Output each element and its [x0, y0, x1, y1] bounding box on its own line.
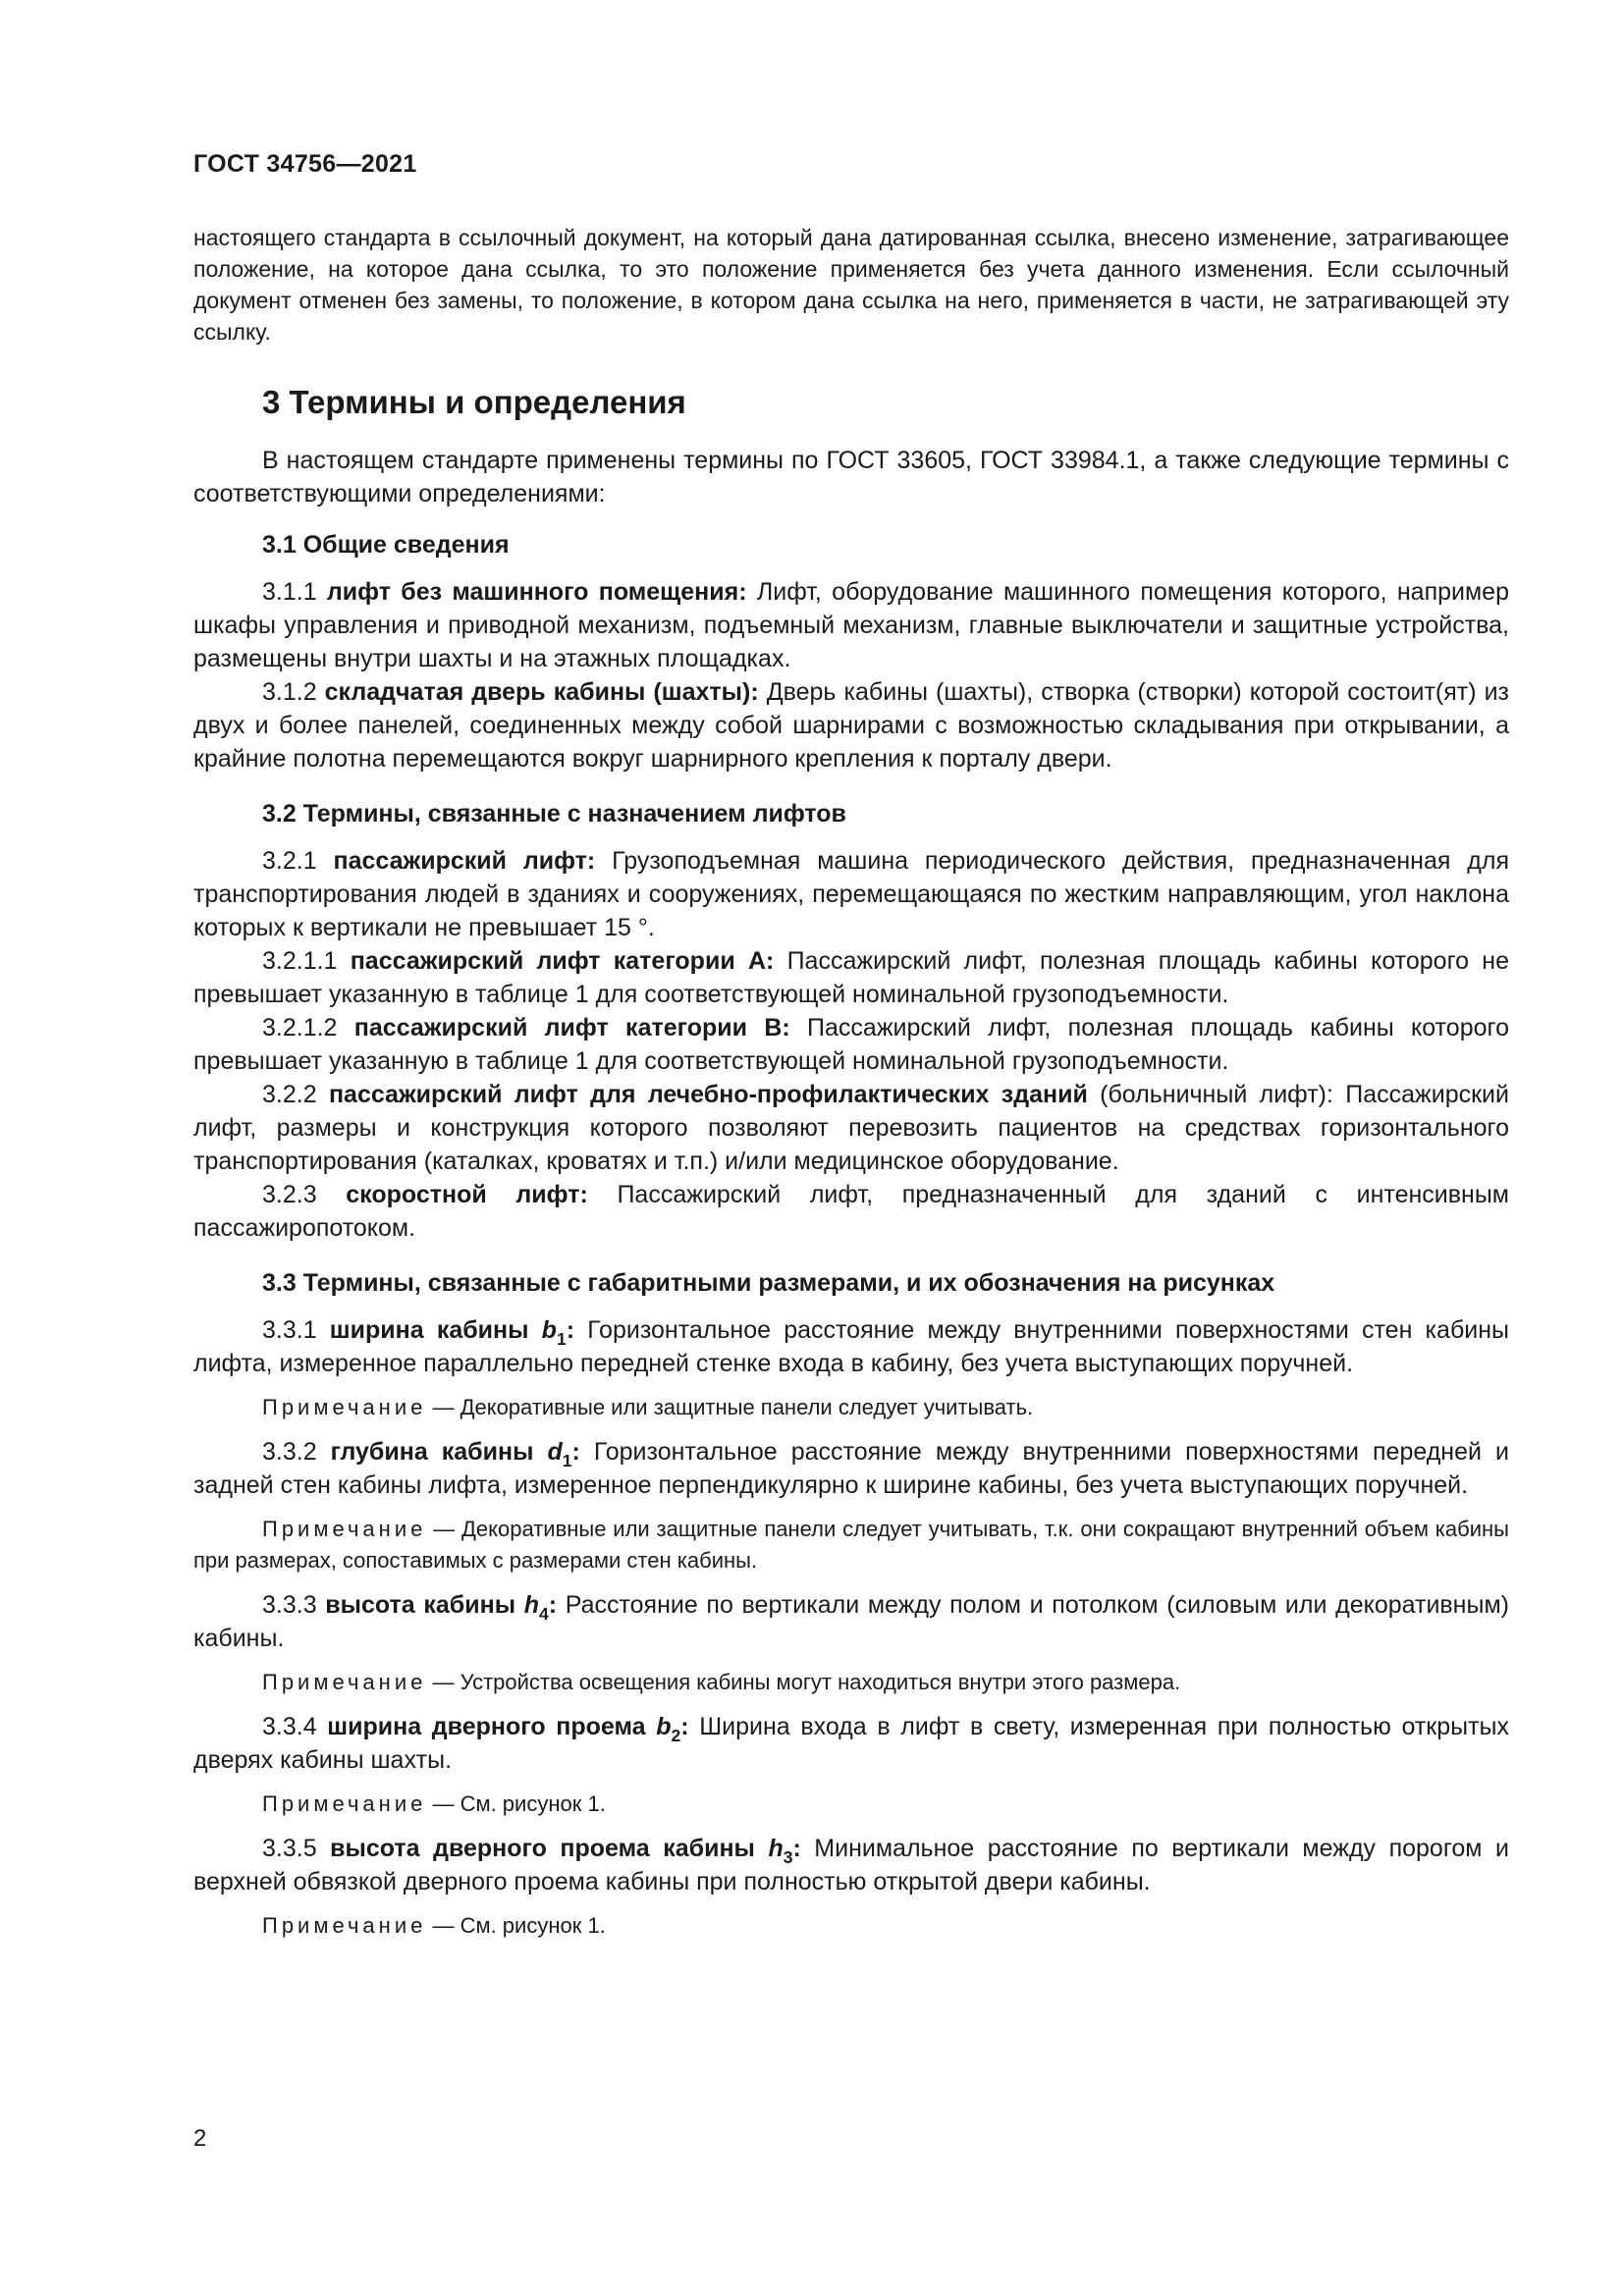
term-3-2-1-1 [193, 944, 1509, 1011]
note-label: Примечание [262, 1395, 427, 1419]
term-name: лифт без машинного помещения: [326, 578, 747, 606]
term-symbol: b [656, 1713, 672, 1740]
term-3-3-4 [193, 1710, 1509, 1777]
term-number: 3.2.1 [262, 847, 317, 875]
term-definition: Горизонтальное расстояние между внутренними поверхностями стен кабины лифта, измеренное параллельно передней стенке входа в кабину, без учета выступающих поручней. [193, 1316, 1509, 1377]
note-3-3-5 [193, 1910, 1509, 1942]
term-number: 3.2.2 [262, 1081, 317, 1108]
note-label: Примечание [262, 1913, 427, 1938]
term-name: глубина кабины $d_1$: [330, 1438, 580, 1470]
term-symbol: h [768, 1835, 784, 1862]
term-3-2-3 [193, 1178, 1509, 1245]
term-number: 3.1.1 [262, 578, 317, 606]
term-number: 3.3.3 [262, 1591, 317, 1619]
term-definition: (больничный лифт): Пассажирский лифт, размеры и конструкция которого позволяют перевозить пациентов на средствах горизонтального транспортирования (каталках, кроватях и т.п.) и/или медицинское оборудование. [193, 1081, 1509, 1175]
term-3-2-2 [193, 1078, 1509, 1178]
section-3-1-title: 3.1 Общие сведения [262, 531, 510, 559]
term-name: ширина дверного проема $b_2$: [327, 1713, 689, 1745]
term-3-1-1 [193, 575, 1509, 675]
term-definition: Грузоподъемная машина периодического действия, предназначенная для транспортирования людей в зданиях и сооружениях, перемещающаяся по жестким направляющим, угол наклона которых к вертикали не превышает 15 °. [193, 847, 1509, 941]
page-number: 2 [193, 2125, 207, 2152]
term-definition: Пассажирский лифт, полезная площадь кабины которого не превышает указанную в таблице 1 для соответствующей номинальной грузоподъемности. [193, 947, 1509, 1008]
term-symbol-subscript: 3 [783, 1847, 793, 1867]
term-symbol-subscript: 1 [562, 1451, 572, 1470]
term-name: скоростной лифт: [346, 1181, 588, 1208]
term-number: 3.3.5 [262, 1835, 317, 1862]
term-name: пассажирский лифт категории А: [350, 947, 775, 975]
standard-code-header: ГОСТ 34756—2021 [193, 150, 417, 178]
term-definition: Горизонтальное расстояние между внутренними поверхностями передней и задней стен кабины лифта, измеренное перпендикулярно к ширине кабины, без учета выступающих поручней. [193, 1438, 1509, 1499]
term-symbol: h [523, 1591, 539, 1619]
term-3-1-2 [193, 675, 1509, 775]
term-symbol-subscript: 1 [556, 1329, 567, 1349]
term-name: пассажирский лифт для лечебно-профилактических зданий [328, 1081, 1088, 1108]
term-name: высота дверного проема кабины $h_3$: [330, 1835, 801, 1867]
term-name: высота кабины $h_4$: [325, 1591, 558, 1624]
section-3-title: 3 Термины и определения [262, 384, 686, 420]
term-number: 3.1.2 [262, 678, 317, 706]
note-text: — См. рисунок 1. [426, 1913, 606, 1938]
note-3-3-3 [193, 1667, 1509, 1698]
term-3-3-3 [193, 1588, 1509, 1655]
note-text: — Декоративные или защитные панели следует учитывать. [426, 1395, 1034, 1419]
section-3-2-title: 3.2 Термины, связанные с назначением лифтов [262, 800, 846, 828]
term-name: пассажирский лифт категории В: [353, 1014, 790, 1041]
note-label: Примечание [262, 1670, 427, 1694]
term-3-3-5 [193, 1832, 1509, 1898]
note-label: Примечание [262, 1517, 427, 1541]
note-text: — Декоративные или защитные панели следует учитывать, т.к. они сокращают внутренний объем кабины при размерах, сопоставимых с размерами стен кабины. [193, 1517, 1509, 1573]
term-3-2-1-2 [193, 1011, 1509, 1078]
term-number: 3.2.3 [262, 1181, 317, 1208]
term-definition: Пассажирский лифт, полезная площадь кабины которого превышает указанную в таблице 1 для соответствующей номинальной грузоподъемности. [193, 1014, 1509, 1075]
term-name: пассажирский лифт: [333, 847, 596, 875]
term-definition: Пассажирский лифт, предназначенный для зданий с интенсивным пассажиропотоком. [193, 1181, 1509, 1242]
term-symbol: b [541, 1316, 557, 1344]
term-definition: Расстояние по вертикали между полом и потолком (силовым или декоративным) кабины. [193, 1591, 1509, 1652]
page-content [193, 222, 1509, 1953]
note-3-3-2 [193, 1514, 1509, 1576]
term-number: 3.2.1.1 [262, 947, 338, 975]
term-definition: Лифт, оборудование машинного помещения которого, например шкафы управления и приводной механизм, подъемный механизм, главные выключатели и защитные устройства, размещены внутри шахты и на этажных площадках. [193, 578, 1509, 672]
term-3-3-1 [193, 1313, 1509, 1380]
note-label: Примечание [262, 1791, 427, 1816]
term-name: складчатая дверь кабины (шахты): [324, 678, 759, 706]
section-3-lead: В настоящем стандарте применены термины по ГОСТ 33605, ГОСТ 33984.1, а также следующие термины с соответствующими определениями: [193, 447, 1509, 507]
term-number: 3.3.2 [262, 1438, 317, 1466]
term-number: 3.3.1 [262, 1316, 317, 1344]
term-number: 3.3.4 [262, 1713, 317, 1740]
term-definition: Минимальное расстояние по вертикали между порогом и верхней обвязкой дверного проема кабины при полностью открытой двери кабины. [193, 1835, 1509, 1896]
intro-paragraph: настоящего стандарта в ссылочный документ, на который дана датированная ссылка, внесено изменение, затрагивающее положение, на которое дана ссылка, то это положение применяется без учета данного изменения. Если ссылочный документ отменен без замены, то положение, в котором дана ссылка на него, применяется в части, не затрагивающей эту ссылку. [193, 225, 1509, 345]
term-definition: Ширина входа в лифт в свету, измеренная при полностью открытых дверях кабины шахты. [193, 1713, 1510, 1774]
term-symbol-subscript: 2 [671, 1726, 681, 1745]
note-text: — Устройства освещения кабины могут находиться внутри этого размера. [426, 1670, 1181, 1694]
term-name: ширина кабины $b_1$: [329, 1316, 575, 1349]
term-symbol-subscript: 4 [539, 1604, 549, 1624]
note-text: — См. рисунок 1. [426, 1791, 606, 1816]
term-3-2-1 [193, 844, 1509, 944]
term-number: 3.2.1.2 [262, 1014, 338, 1041]
term-symbol: d [547, 1438, 563, 1466]
term-definition: Дверь кабины (шахты), створка (створки) которой состоит(ят) из двух и более панелей, соединенных между собой шарнирами с возможностью складывания при открывании, а крайние полотна перемещаются вокруг шарнирного крепления к порталу двери. [193, 678, 1509, 773]
section-3-3-title: 3.3 Термины, связанные с габаритными размерами, и их обозначения на рисунках [262, 1269, 1275, 1297]
note-3-3-1 [193, 1392, 1509, 1423]
term-3-3-2 [193, 1435, 1509, 1502]
note-3-3-4 [193, 1789, 1509, 1820]
